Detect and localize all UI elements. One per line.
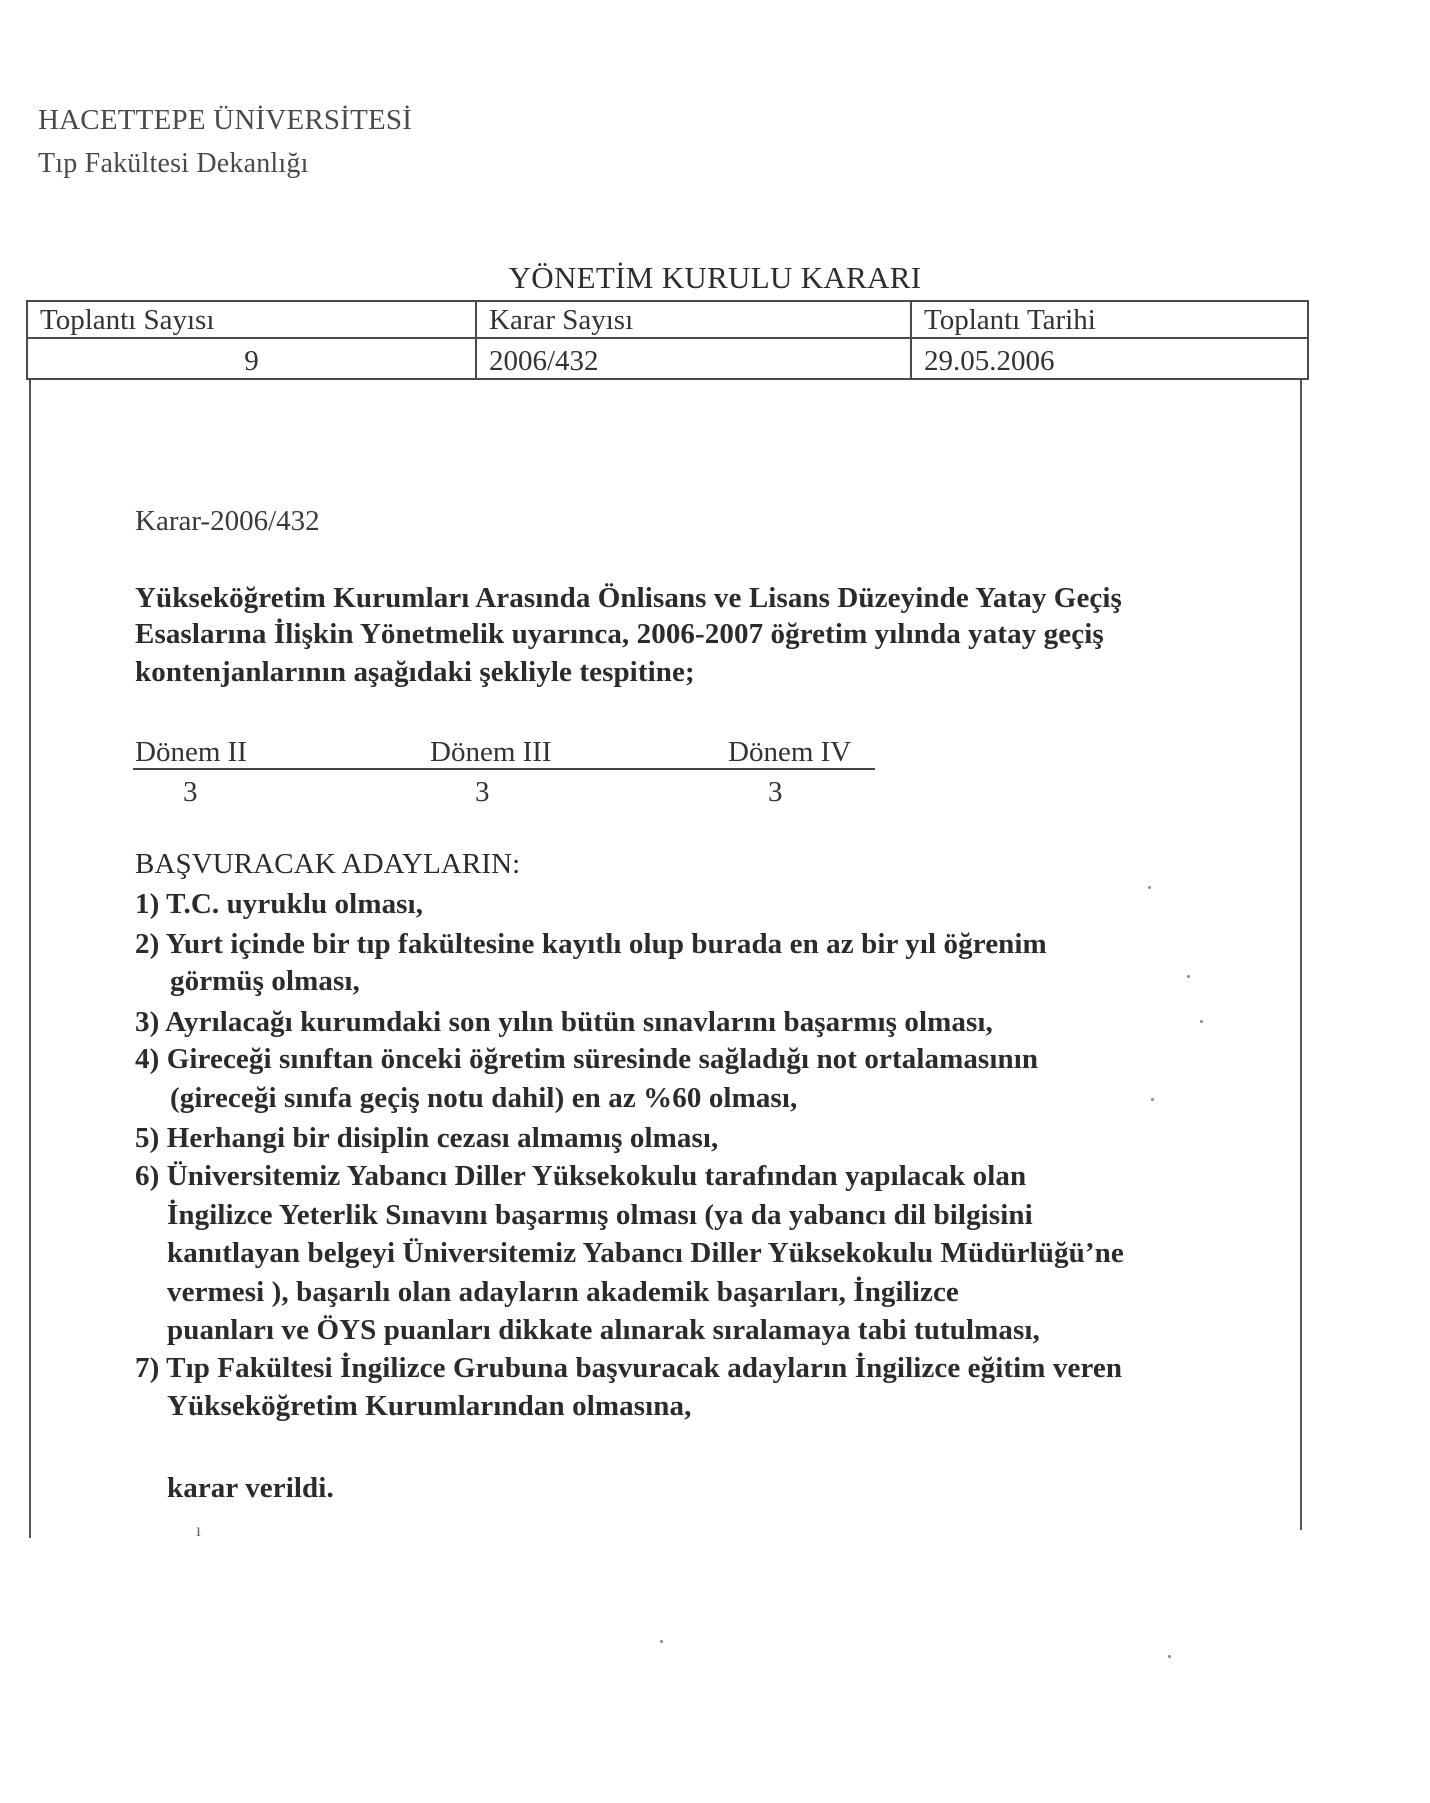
scan-speck xyxy=(660,1640,663,1643)
meeting-number-header: Toplantı Sayısı xyxy=(27,301,476,338)
requirement-line: 3) Ayrılacağı kurumdaki son yılın bütün sınavlarını başarmış olması, xyxy=(135,1006,993,1038)
meeting-number-value: 9 xyxy=(27,338,476,379)
requirement-line: 6) Üniversitemiz Yabancı Diller Yüksekokulu tarafından yapılacak olan xyxy=(135,1160,1027,1192)
requirement-line: Yükseköğretim Kurumlarından olmasına, xyxy=(167,1390,692,1422)
quota-header-period-2: Dönem II xyxy=(135,736,247,768)
institution-name: HACETTEPE ÜNİVERSİTESİ xyxy=(38,104,413,136)
scan-speck xyxy=(1187,975,1190,978)
decision-number-header: Karar Sayısı xyxy=(476,301,911,338)
paragraph-line: Yükseköğretim Kurumları Arasında Önlisans ve Lisans Düzeyinde Yatay Geçiş xyxy=(135,582,1122,614)
requirement-line: vermesi ), başarılı olan adayların akademik başarıları, İngilizce xyxy=(167,1276,959,1308)
paragraph-line: Esaslarına İlişkin Yönetmelik uyarınca, 2006-2007 öğretim yılında yatay geçiş xyxy=(135,618,1104,650)
requirement-line: 7) Tıp Fakültesi İngilizce Grubuna başvuracak adayların İngilizce eğitim veren xyxy=(135,1352,1123,1384)
frame-right-border xyxy=(1300,380,1302,1530)
scan-speck xyxy=(1148,886,1151,889)
quota-value-period-3: 3 xyxy=(475,776,490,808)
meeting-info-header-row xyxy=(27,301,1308,338)
department-name: Tıp Fakültesi Dekanlığı xyxy=(38,148,309,179)
decision-title: YÖNETİM KURULU KARARI xyxy=(508,260,922,295)
meeting-info-table xyxy=(26,300,1309,380)
requirements-title: BAŞVURACAK ADAYLARIN: xyxy=(135,848,521,880)
quota-value-period-4: 3 xyxy=(768,776,783,808)
scan-speck xyxy=(1151,1098,1154,1101)
decision-reference: Karar-2006/432 xyxy=(135,505,320,537)
quota-header-period-3: Dönem III xyxy=(430,736,552,768)
stray-mark: ı xyxy=(196,1520,202,1540)
requirement-line: 1) T.C. uyruklu olması, xyxy=(135,888,424,920)
scan-speck xyxy=(1168,1655,1171,1658)
requirement-line: (gireceği sınıfa geçiş notu dahil) en az %60 olması, xyxy=(170,1082,798,1114)
requirement-line: 5) Herhangi bir disiplin cezası almamış olması, xyxy=(135,1122,719,1154)
requirement-line: kanıtlayan belgeyi Üniversitemiz Yabancı Diller Yüksekokulu Müdürlüğü’ne xyxy=(167,1237,1124,1269)
scan-speck xyxy=(1200,1020,1203,1023)
frame-left-border xyxy=(29,380,31,1538)
requirement-line: puanları ve ÖYS puanları dikkate alınarak sıralamaya tabi tutulması, xyxy=(167,1314,1040,1346)
meeting-info-value-row xyxy=(27,338,1308,379)
paragraph-line: kontenjanlarının aşağıdaki şekliyle tespitine; xyxy=(135,656,695,688)
quota-header-period-4: Dönem IV xyxy=(728,736,852,768)
requirement-line: İngilizce Yeterlik Sınavını başarmış olması (ya da yabancı dil bilgisini xyxy=(167,1199,1033,1231)
meeting-date-value: 29.05.2006 xyxy=(911,338,1308,379)
meeting-date-header: Toplantı Tarihi xyxy=(911,301,1308,338)
requirement-line: 4) Gireceği sınıftan önceki öğretim süresinde sağladığı not ortalamasının xyxy=(135,1043,1039,1075)
requirement-line: 2) Yurt içinde bir tıp fakültesine kayıtlı olup burada en az bir yıl öğrenim xyxy=(135,928,1047,960)
decision-number-value: 2006/432 xyxy=(476,338,911,379)
requirement-line: görmüş olması, xyxy=(170,965,360,997)
closing-statement: karar verildi. xyxy=(167,1472,334,1504)
quota-divider xyxy=(133,768,875,770)
quota-value-period-2: 3 xyxy=(183,776,198,808)
